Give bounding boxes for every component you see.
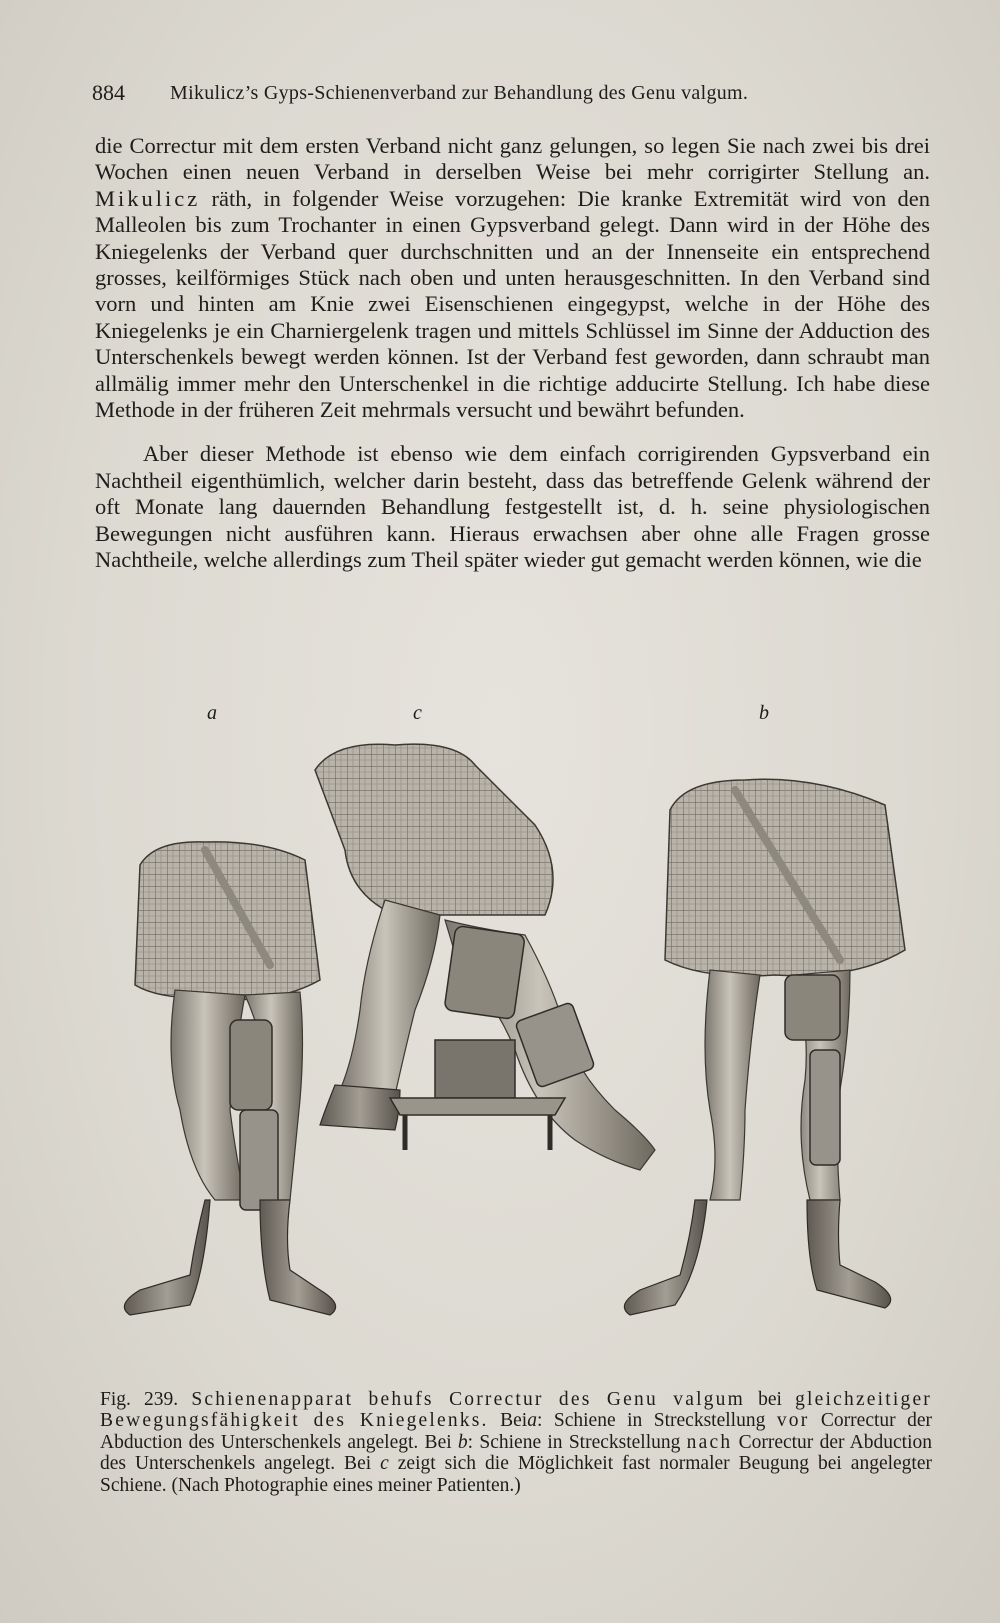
figure-caption xyxy=(100,1389,932,1496)
caption-ref-a: a xyxy=(527,1410,537,1432)
paragraph-1-text-a: die Correctur mit dem ersten Verband nicht ganz gelungen, so legen Sie nach zwei bis drei Wochen einen neuen Verband in derselben Weise bei mehr corrigirter Stellung an. xyxy=(95,133,930,185)
figure-c-patient xyxy=(315,744,655,1170)
figure-label-c: c xyxy=(413,702,422,724)
caption-text-4: Correctur der Abduction des Unterschenkels angelegt. Bei xyxy=(100,1410,933,1453)
figure-239 xyxy=(95,702,930,1382)
paragraph-1-text-b: räth, in folgender Weise vorzugehen: Die kranke Extremität wird von den Malleolen bis zum Trochanter in einen Gypsverband gelegt. Dann wird in der Höhe des Kniegelenks der Verband quer durchschnitten und an der Innenseite ein entsprechend grosses, keilförmiges Stück nach oben und unten herausgeschnitten. In den Verband sind vorn und hinten am Knie zwei Eisenschienen eingegypst, welche in der Höhe des Kniegelenks je ein Charniergelenk tragen und mittels Schlüssel im Sinne der Adduction des Unterschenkels bewegt werden können. Ist der Verband fest geworden, dann schraubt man allmälig immer mehr den Unterschenkel in die richtige adducirte Stellung. Ich habe diese Methode in der früheren Zeit mehrmals versucht und bewährt befunden. xyxy=(95,185,930,423)
caption-title: Schienenapparat behufs Correctur des Genu valgum xyxy=(191,1389,745,1410)
caption-text-7: zeigt sich die Möglichkeit fast normaler Beugung bei angelegter Schiene. (Nach Photographie eines meiner Patienten.) xyxy=(100,1453,933,1496)
caption-figure-number: Fig. 239. xyxy=(100,1389,179,1410)
caption-ref-b: b xyxy=(457,1431,468,1453)
page-number: 884 xyxy=(92,80,125,105)
caption-text-6: Correctur der Abduction des Unterschenkels angelegt. Bei xyxy=(100,1431,932,1475)
caption-text-1: bei xyxy=(758,1389,782,1410)
caption-ref-c: c xyxy=(380,1453,389,1475)
paragraph-2: Aber dieser Methode ist ebenso wie dem einfach corrigirenden Gypsverband ein Nachtheil eigenthümlich, welcher darin besteht, dass das betreffende Gelenk während der oft Monate lang dauernden Behandlung festgestellt ist, d. h. seine physiologischen Bewegungen nicht ausführen kann. Hieraus erwachsen aber ohne alle Fragen grosse Nachtheile, welche allerdings zum Theil später wieder gut gemacht werden können, wie die xyxy=(95,441,930,573)
author-name-mikulicz: Mikulicz xyxy=(95,185,201,211)
caption-spaced-2: gleichzeitiger Bewegungsfähigkeit des Kniegelenks. xyxy=(100,1389,933,1432)
page-header xyxy=(92,70,932,110)
caption-text-5: : Schiene in Streckstellung xyxy=(467,1431,681,1453)
figure-illustration xyxy=(95,730,930,1380)
running-title: Mikulicz’s Gyps-Schienenverband zur Behandlung des Genu valgum. xyxy=(170,82,749,104)
paragraph-1 xyxy=(95,133,930,423)
figure-label-a: a xyxy=(207,702,217,724)
figure-label-b: b xyxy=(759,702,769,724)
caption-text-3: : Schiene in Streckstellung xyxy=(536,1410,766,1432)
caption-vor: vor xyxy=(776,1410,810,1432)
caption-nach: nach xyxy=(686,1431,733,1453)
figure-b-patient xyxy=(624,779,905,1315)
caption-text-2: Bei xyxy=(500,1410,528,1432)
body-text xyxy=(95,133,930,574)
figure-a-patient xyxy=(124,842,335,1315)
